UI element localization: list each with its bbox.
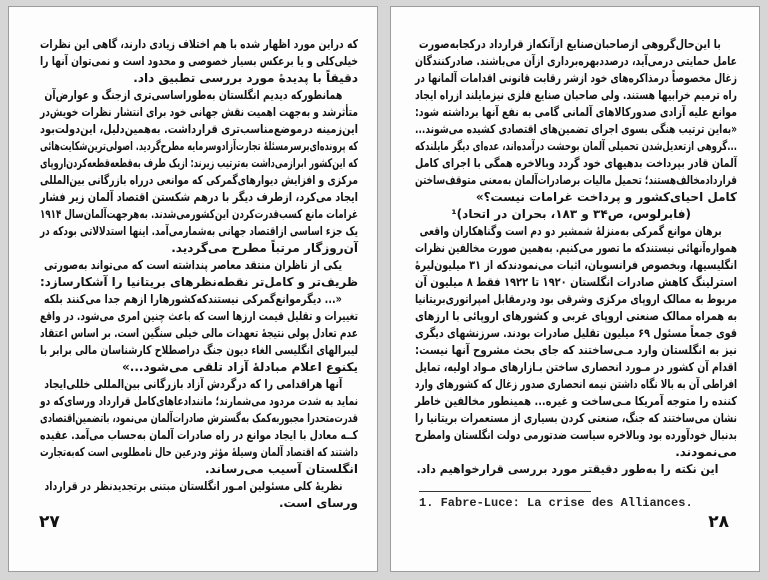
text-line: عامل حمایتی درمی‌آید، درصددبهره‌برداری ازآن می‌باشند. صادرکنندگان — [415, 54, 737, 68]
text-line: آنها هراقدامی را که درگردش آزاد بازرگانی بین‌المللی خللی‌ایجاد — [44, 377, 343, 391]
text-line: کــه معادل با ایجاد موانع در راه صادرات آلمان به‌حساب می‌آمد. عقیده — [40, 428, 358, 442]
text-line: به همراه ممالک صنعتی اروپای غربی و کشورهای اروپائی با ارزهای — [414, 309, 737, 323]
quotation — [415, 121, 737, 206]
left-page — [8, 6, 378, 572]
text-line: ایجاد می‌کرد، ازطرف دیگر با درهم شکستن اقتصاد آلمان زیر فشار — [39, 190, 358, 204]
text-line: مرکزی و افزایش دیوارهای‌گمرکی که موانعی درراه بازرگانی بین‌المللی — [40, 173, 359, 187]
text-line: داشتند که اقتصاد آلمان وسیلهٔ مؤثر ودرعین حال نامطلوبی است که‌به‌تجارت — [39, 445, 358, 459]
text-line: راه ترمیم خرابیها هستند. ولی صاحبان صنایع فلزی نیزمایلند ازراه ایجاد — [415, 88, 737, 102]
text-line: کامل احیای‌کشور و پرداخت غرامات نیست؟» — [475, 190, 737, 204]
text-line: نیز به انگلستان وارد مـی‌ساختند که جای بحث مشروح آنها نیست: — [415, 343, 737, 357]
text-line: نماید به شدت مردود می‌شمارند؛ مانندادعاهای‌کامل قرارداد ورسای‌که دو — [40, 394, 359, 408]
quotation — [40, 291, 358, 376]
text-line: تغییرات و تقلیل قیمت ارزها است که باعث چنین امری می‌شود. در واقع — [39, 309, 358, 323]
paragraph — [40, 376, 358, 478]
text-line: قوی جمعاً مسئول ۶۹ میلیون تقلیل صادرات بودند. سرزنشهای دیگری — [414, 326, 737, 340]
paragraph — [40, 257, 358, 291]
text-line: همانطورکه دیدیم انگلستان به‌طوراساسی‌تری ازجنگ و عوارض‌آن — [44, 88, 343, 102]
text-line: خیلی‌کلی و یا برعکس بسیار خصوصی و محدود است و نمی‌توان آنها را — [40, 54, 358, 68]
paragraph — [40, 87, 358, 257]
text-line: که پرونده‌ای‌برسرمسئلهٔ تجارت‌آزادوسرمایه مطرح‌گردید. اصولی‌ترین‌شکایت‌هائی — [40, 139, 358, 153]
text-line: غرامات مانع کسب‌قدرت‌کردن این‌کشورمی‌شدند. به‌هرجهت‌آلمان‌سال ۱۹۱۴ — [40, 207, 359, 221]
text-line: همواره‌آنهائی نیستندکه ما تصور می‌کنیم. به‌همین صورت مخالفین نظرات — [414, 241, 737, 255]
text-line: متأثرشد و به‌جهت اهمیت نقش جهانی خود برای انتشار نظرات خویش‌در — [40, 105, 359, 119]
text-line: با این‌حال‌گروهی ازصاحبان‌صنایع ازآنکه‌از قرارداد درکجابه‌صورت — [418, 37, 721, 51]
text-line: اقدام آن کشور در مـورد انحصاری ساختن بـازارهای مـواد اولیه، تمایل — [414, 360, 737, 374]
left-page-body — [40, 36, 358, 512]
text-line: افراطی آن به بالا نگاه داشتن نیمه انحصاری صدور زغال که کشورهای وارد — [415, 377, 737, 391]
text-line: یکی از ناظران منتقد معاصر پنداشته است که می‌تواند به‌صورتی — [44, 258, 343, 272]
text-line: قدرت‌متحدرا مجبوربه‌کمک به‌گسترش صادرات‌آلمان می‌نمود، باتضمین‌اقتصادی — [40, 411, 358, 425]
text-line: آلمان قادر بپرداخت بدهیهای خود گردد وبالاخره همگی با اجرای کامل — [414, 156, 737, 170]
text-line: کننده را متوجه آمریکا مـی‌ساخت و غیره... همینطور مخالفین خاطر — [414, 394, 737, 408]
text-line: عدم تعادل پولی نتیجهٔ تعهدات مالی خیلی سنگین است. بر اساس اعتقاد — [40, 326, 359, 340]
paragraph — [415, 461, 737, 478]
paragraph — [40, 478, 358, 512]
text-line: استرلینگ کاهش صادرات انگلستان ۱۹۲۰ تا ۱۹۲۲ فقط ۸ میلیون آن — [414, 275, 737, 289]
right-page — [390, 6, 760, 572]
paragraph — [415, 223, 737, 461]
page-number: ۲۸ — [708, 512, 729, 532]
text-line: که دراین مورد اظهار شده با هم اختلاف زیادی دارند، گاهی این نظرات — [40, 37, 358, 51]
paragraph — [415, 36, 737, 121]
right-page-body — [415, 36, 737, 478]
paragraph — [40, 36, 358, 87]
text-line: «... دیگرموانع‌گمرکی نیستندکه‌کشورهارا ازهم جدا می‌کنند بلکه — [43, 292, 342, 306]
text-line: ...گروهی ازتعدیل‌شدن تحمیلی آلمان بوحشت درآمده‌اند، عده‌ای دیگر مایلندکه — [414, 139, 737, 153]
footnote: 1. Fabre-Luce: La crise des Alliances. — [419, 496, 693, 510]
text-line: زغال مخصوصاً درمذاکره‌های خود ازشر رقابت قانونی اقدامات آلمانها در — [414, 71, 737, 85]
text-line: قراردادمخالف‌هستند؛ تحمیل مالیات برصادرات‌آلمان به‌معنی متوقف‌ساختن — [414, 173, 737, 187]
text-line: موانع علیه آزادی صدورکالاهای آلمانی گامی به نفع آنها برداشته شود: — [415, 105, 737, 119]
text-line: دقیقاً با پدیدهٔ مورد بررسی تطبیق داد. — [133, 71, 358, 85]
text-line: یکنوع اعلام مبادلهٔ آزاد تلقی می‌شود...» — [122, 360, 358, 374]
text-line: نظریهٔ کلی مسئولین امـور انگلستان مبتنی برتجدیدنظر در قرارداد — [44, 479, 343, 493]
text-line: می‌نمودند. — [675, 445, 737, 459]
footnote-rule — [419, 491, 591, 492]
text-line: «به‌این ترتیب هنگی بسوی اجرای تضمین‌های اقتصادی کشیده می‌شوند... — [415, 122, 737, 136]
text-line: مربوط به ممالک اروپای مرکزی وشرقی بود ودرمقابل امپراتوری‌بریتانیا — [414, 292, 737, 306]
text-line: انگلستان آسیب می‌رساند. — [204, 462, 358, 476]
text-line: آن‌روزگار مرتباً مطرح می‌گردید. — [171, 241, 358, 255]
text-line: بدنبال خودآورده بود وبالاخره سیاست ضدتورمی دولت انگلستان وامطرح — [414, 428, 737, 442]
text-line: ورسای است. — [278, 496, 358, 510]
citation-line: (فابرلوس، ص۳۴ و ۱۸۳، بحران در اتحاد)¹ — [451, 207, 691, 221]
text-line: برهان موانع گمرکی به‌منزلهٔ شمشیر دو دم است وگناهکاران واقعی — [419, 224, 722, 238]
text-line: که این‌کشور ابرازمی‌داشت به‌ترتیب زیرند: ازیک طرف به‌قطعه‌قطعه‌کردن‌اروپای — [39, 156, 358, 170]
text-line: یک جزء اساسی ازاقتصاد جهانی به‌شمارمی‌آمد. اینها استدلالاتی بودکه در — [39, 224, 359, 238]
text-line: ظریف‌تر و کامل‌تر نقطه‌نظرهای بریتانیا را آشکارسازد: — [40, 275, 358, 289]
text-line: نشان می‌ساختند که جنگ، صنعتی کردن بسیاری از مستعمرات بریتانیا را — [415, 411, 737, 425]
text-line: انگلیسیها، وبخصوص فرانسویان، اثبات می‌نمودندکه از ۳۱ میلیون‌لیرهٔ — [415, 258, 737, 272]
page-number: ۲۷ — [39, 512, 60, 532]
text-line: این‌زمینه درموضع‌مناسب‌تری قرارداشت. به‌همین‌دلیل، این‌دولت‌بود — [40, 122, 359, 136]
text-line: لیبرالهای انگلیسی الغاء دیون جنگ دراصطلاح کارشناسان مالی برابر با — [40, 343, 359, 357]
citation — [415, 206, 737, 223]
text-line: این نکته را به‌طور دقیقتر مورد بررسی قرارخواهیم داد. — [416, 462, 719, 476]
